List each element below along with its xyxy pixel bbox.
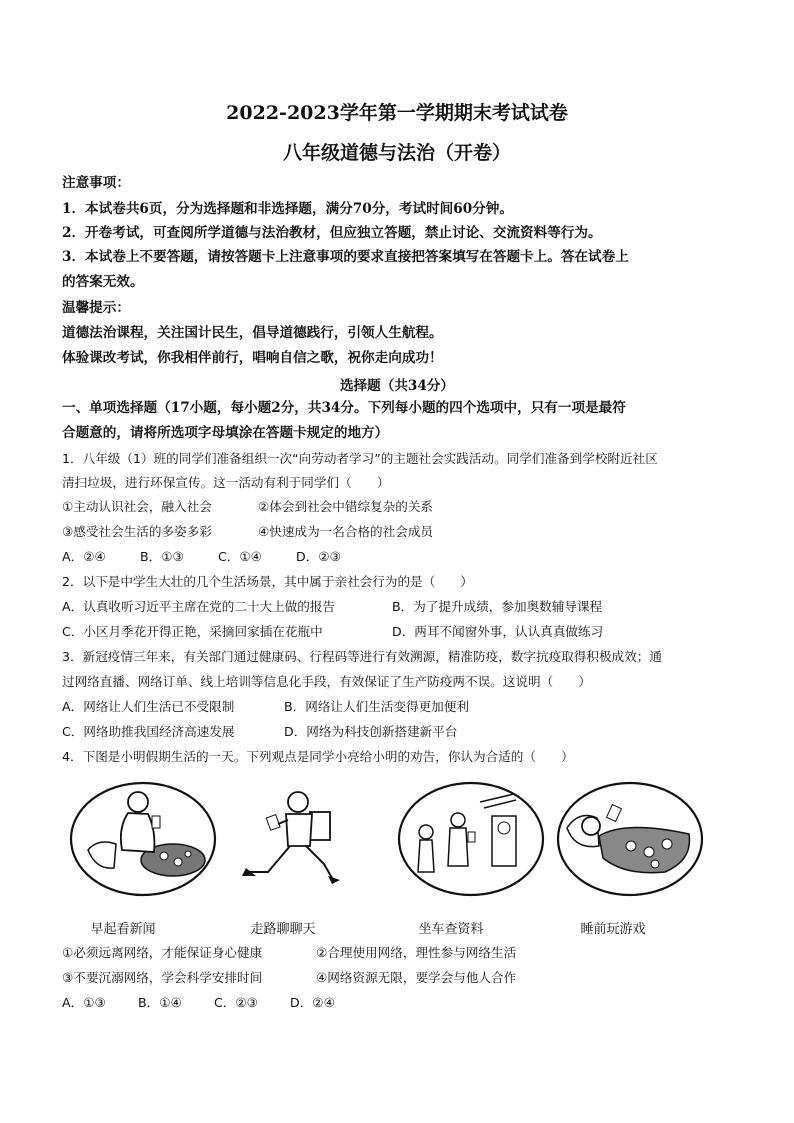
q1-statement-2: ②体会到社会中错综复杂的关系 [258,499,434,514]
section-title: 选择题（共34分） [339,378,455,394]
q2-option-c: C．小区月季花开得正艳，采摘回家插在花瓶中 [62,624,323,639]
q1-option-a: A．②④ [62,549,106,564]
morning-news-illustration [68,780,218,898]
q2-option-b: B．为了提升成绩，参加奥数辅导课程 [392,599,603,614]
section-instruction-2: 合题意的，请将所选项字母填涂在答题卡规定的地方） [62,425,389,441]
notice-item-3b: 的答案无效。 [62,274,144,290]
q4-option-d: D．②④ [290,995,335,1010]
q1-options [62,548,742,566]
q3-stem-1: 3．新冠疫情三年来，有关部门通过健康码、行程码等进行有效溯源，精准防疫，数字抗疫取得积极成效；通 [62,649,662,664]
q1-statement-1: ①主动认识社会，融入社会 [62,499,212,514]
notice-item-1: 1．本试卷共6页，分为选择题和非选择题，满分70分，考试时间60分钟。 [62,201,513,217]
q4-statement-2: ②合理使用网络，理性参与网络生活 [316,945,517,960]
q3-option-b: B．网络让人们生活变得更加便利 [284,699,469,714]
bus-research-illustration [396,780,546,898]
q2-options-row-2 [62,623,742,641]
q3-option-a: A．网络让人们生活已不受限制 [62,699,235,714]
q1-statements-row-1 [62,498,742,516]
section-instruction-1: 一、单项选择题（17小题，每小题2分，共34分。下列每小题的四个选项中，只有一项是最符 [62,400,626,416]
caption-walking-chat: 走路聊聊天 [250,922,316,937]
q1-statement-3: ③感受社会生活的多姿多彩 [62,524,212,539]
exam-subtitle: 八年级道德与法治（开卷） [282,142,511,164]
notice-item-3a: 3．本试卷上不要答题，请按答题卡上注意事项的要求直接把答案填写在答题卡上。答在试卷上 [62,249,629,265]
q3-option-d: D．网络为科技创新搭建新平台 [284,724,458,739]
q2-option-a: A．认真收听习近平主席在党的二十大上做的报告 [62,599,336,614]
tips-line-2: 体验课改考试，你我相伴前行，唱响自信之歌，祝你走向成功！ [62,350,443,366]
exam-title: 2022-2023学年第一学期期末考试试卷 [226,102,568,124]
q4-option-b: B．①④ [138,995,182,1010]
q2-options-row-1 [62,598,742,616]
q4-statement-1: ①必须远离网络，才能保证身心健康 [62,945,263,960]
notice-item-2: 2．开卷考试，可查阅所学道德与法治教材，但应独立答题，禁止讨论、交流资料等行为。 [62,225,602,241]
q1-statements-row-2 [62,523,742,541]
q3-stem-2: 过网络直播、网络订单、线上培训等信息化手段，有效保证了生产防疫两不误。这说明（ ） [62,674,591,689]
tips-heading: 温馨提示： [62,300,130,316]
q4-statement-4: ④网络资源无限，要学会与他人合作 [316,970,517,985]
q1-option-d: D．②③ [296,549,341,564]
q4-statement-3: ③不要沉溺网络，学会科学安排时间 [62,970,263,985]
q1-option-c: C．①④ [218,549,262,564]
q3-options-row-2 [62,723,742,741]
q2-option-d: D．两耳不闻窗外事，认认真真做练习 [392,624,604,639]
caption-morning-news: 早起看新闻 [90,922,156,937]
q2-stem: 2．以下是中学生大壮的几个生活场景，其中属于亲社会行为的是（ ） [62,574,474,589]
q4-option-c: C．②③ [214,995,258,1010]
bedtime-gaming-illustration [555,780,705,898]
q4-stem: 4．下图是小明假期生活的一天。下列观点是同学小亮给小明的劝告，你认为合适的（ ） [62,749,574,764]
notice-heading: 注意事项： [62,175,130,191]
tips-line-1: 道德法治课程，关注国计民生，倡导道德践行，引领人生航程。 [62,325,443,341]
q1-stem-1: 1．八年级（1）班的同学们准备组织一次“向劳动者学习”的主题社会实践活动。同学们准备到学校附近社区 [62,451,658,466]
q4-statements-row-2 [62,969,742,987]
caption-bedtime-gaming: 睡前玩游戏 [580,922,646,937]
q4-option-a: A．①③ [62,995,106,1010]
q4-options [62,994,742,1012]
q1-option-b: B．①③ [140,549,184,564]
q1-stem-2: 清扫垃圾，进行环保宣传。这一活动有利于同学们（ ） [62,475,390,490]
q4-statements-row-1 [62,944,742,962]
caption-bus-research: 坐车查资料 [418,922,484,937]
q3-options-row-1 [62,698,742,716]
walking-chat-illustration [228,780,378,898]
q3-option-c: C．网络助推我国经济高速发展 [62,724,235,739]
q1-statement-4: ④快速成为一名合格的社会成员 [258,524,434,539]
